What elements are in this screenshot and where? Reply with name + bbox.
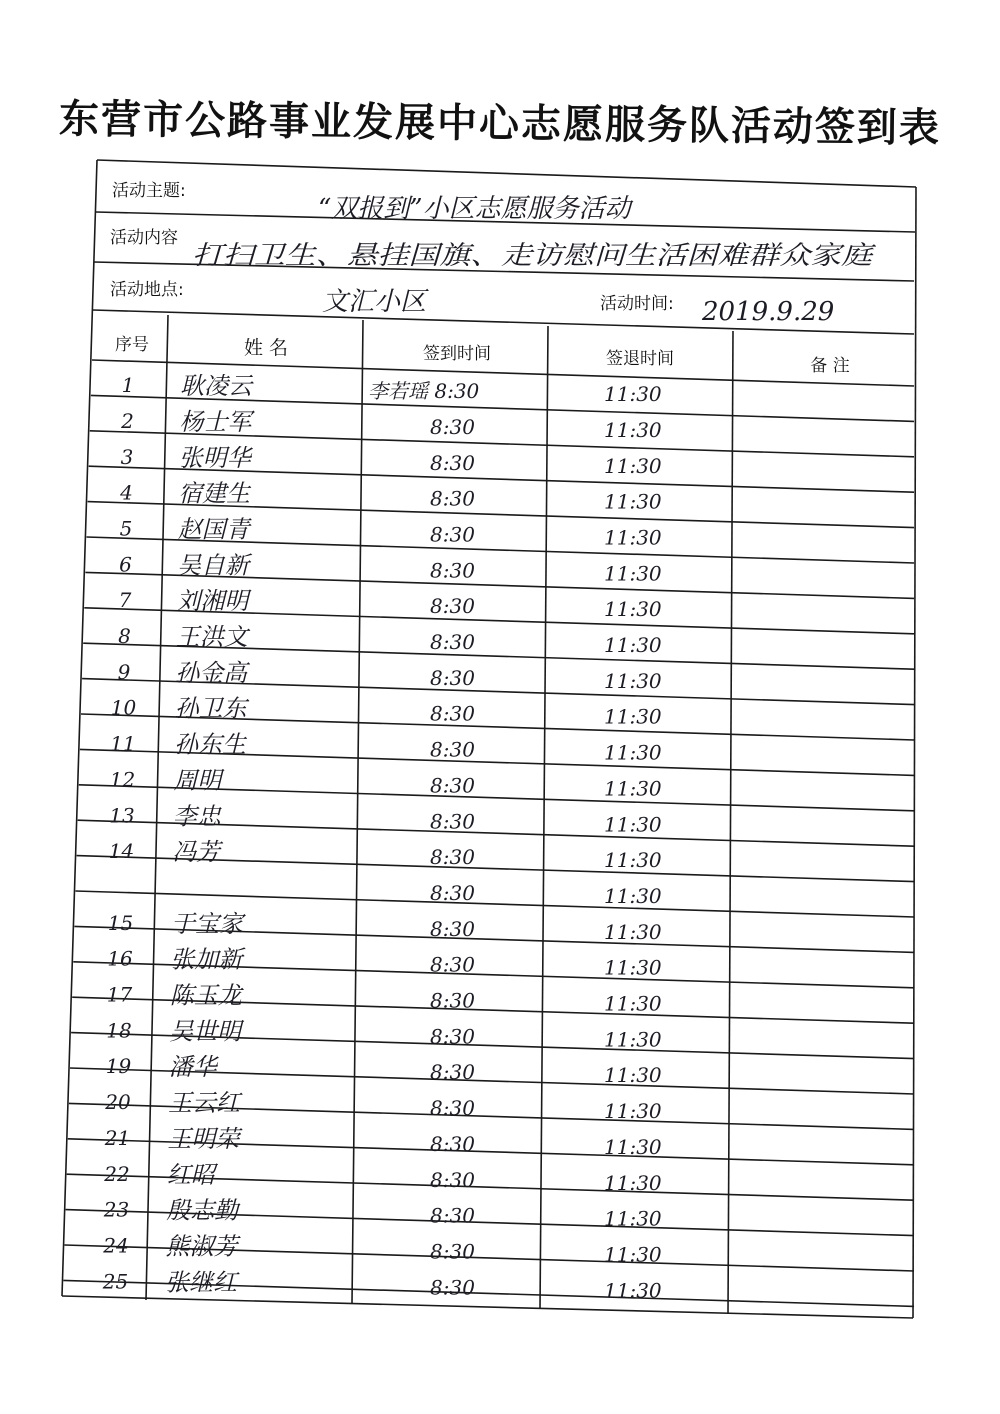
row-sign-out-time: 11:30 xyxy=(604,1063,662,1088)
row-name: 周明 xyxy=(173,766,222,795)
row-sign-in-time: 8:30 xyxy=(430,558,475,583)
row-name: 宿建生 xyxy=(178,479,251,508)
row-number: 3 xyxy=(120,444,134,469)
row-number: 22 xyxy=(104,1161,130,1186)
row-sign-out-time: 11:30 xyxy=(604,1027,662,1052)
row-sign-in-time: 8:30 xyxy=(430,701,475,726)
row-number: 14 xyxy=(108,839,135,864)
row-sign-out-time: 11:30 xyxy=(604,1170,662,1195)
row-sign-out-time: 11:30 xyxy=(604,489,662,514)
row-number: 15 xyxy=(107,910,134,935)
row-number: 16 xyxy=(107,946,133,971)
row-sign-in-time: 8:30 xyxy=(430,665,475,690)
row-name: 李忠 xyxy=(172,802,221,831)
table-row xyxy=(121,444,662,478)
row-sign-in-time: 8:30 xyxy=(430,809,475,834)
row-sign-out-time: 11:30 xyxy=(604,776,662,801)
row-name: 冯芳 xyxy=(172,838,221,867)
theme-value: “双报到”小区志愿服务活动 xyxy=(318,194,631,224)
row-number: 12 xyxy=(109,767,136,792)
table-row xyxy=(102,1268,662,1302)
row-sign-in-time: 8:30 xyxy=(430,1060,475,1085)
table-row xyxy=(122,372,662,406)
row-sign-in-time: 8:30 xyxy=(430,1275,475,1300)
table-row xyxy=(109,802,662,836)
row-sign-out-time: 11:30 xyxy=(604,848,662,873)
row-number: 5 xyxy=(119,516,133,541)
row-name: 吴世明 xyxy=(169,1017,242,1046)
column-header-name: 姓 名 xyxy=(243,337,289,359)
row-sign-in-time: 8:30 xyxy=(430,594,475,619)
row-sign-out-time: 11:30 xyxy=(604,561,662,586)
row-name: 孙金高 xyxy=(175,658,248,687)
row-number: 11 xyxy=(110,731,136,756)
row-sign-out-time: 11:30 xyxy=(604,668,662,693)
row-sign-out-time: 11:30 xyxy=(604,1206,662,1231)
table-row xyxy=(107,946,662,980)
row-number: 25 xyxy=(102,1269,129,1294)
row-sign-out-time: 11:30 xyxy=(604,382,662,407)
page-title: 东营市公路事业发展中心志愿服务队活动签到表 xyxy=(58,96,942,152)
row-sign-in-time: 8:30 xyxy=(430,737,475,762)
row-sign-out-time: 11:30 xyxy=(604,1099,662,1124)
row-name: 孙东生 xyxy=(174,730,246,759)
row-name: 王云红 xyxy=(168,1089,240,1118)
row-name: 张加新 xyxy=(170,945,243,974)
row-sign-in-time: 8:30 xyxy=(430,630,475,655)
row-number: 2 xyxy=(121,408,134,433)
row-name: 王洪文 xyxy=(175,623,248,652)
table-row xyxy=(106,1053,662,1087)
row-sign-in-time: 8:30 xyxy=(430,1239,475,1264)
row-name: 赵国青 xyxy=(177,515,250,544)
row-sign-in-time: 8:30 xyxy=(430,1131,475,1156)
row-name: 张明华 xyxy=(178,443,251,472)
row-name: 杨士军 xyxy=(179,407,252,436)
time-value: 2019.9.29 xyxy=(702,297,835,327)
row-number: 9 xyxy=(117,659,131,684)
row-name: 王明荣 xyxy=(167,1124,240,1153)
table-row xyxy=(119,480,662,514)
row-sign-in-time: 8:30 xyxy=(430,522,475,547)
row-number: 23 xyxy=(103,1197,130,1222)
row-sign-out-time: 11:30 xyxy=(604,1134,662,1159)
row-number: 8 xyxy=(118,624,131,649)
row-sign-in-time: 8:30 xyxy=(430,988,475,1013)
table-border-right xyxy=(913,187,916,1318)
row-number: 7 xyxy=(118,588,132,613)
row-sign-in-time: 8:30 xyxy=(430,1024,475,1049)
row-name: 刘湘明 xyxy=(176,587,249,616)
column-divider xyxy=(540,326,548,1309)
row-sign-out-time: 11:30 xyxy=(604,597,662,622)
row-name: 殷志勤 xyxy=(166,1196,239,1225)
column-header-sign-in: 签到时间 xyxy=(423,344,491,364)
row-sign-in-time: 8:30 xyxy=(430,773,475,798)
row-number: 21 xyxy=(104,1125,131,1150)
table-row xyxy=(119,551,662,585)
row-name: 孙卫东 xyxy=(174,694,247,723)
table-row xyxy=(108,910,662,944)
table-row xyxy=(120,515,662,549)
row-sign-out-time: 11:30 xyxy=(604,740,662,765)
row-sign-out-time: 11:30 xyxy=(604,417,662,442)
row-sign-in-time: 8:30 xyxy=(430,1096,475,1121)
row-number: 4 xyxy=(120,480,133,505)
column-header-sign-out: 签退时间 xyxy=(606,349,674,369)
row-number: 24 xyxy=(103,1233,129,1258)
row-name: 红昭 xyxy=(166,1160,215,1189)
row-sign-out-time: 11:30 xyxy=(604,704,662,729)
table-row xyxy=(104,1089,662,1123)
row-number: 20 xyxy=(105,1090,131,1115)
location-value: 文汇小区 xyxy=(322,287,427,317)
row-sign-out-time: 11:30 xyxy=(604,991,662,1016)
theme-label: 活动主题: xyxy=(112,181,186,201)
column-header-no: 序号 xyxy=(115,335,149,355)
row-name: 于宝家 xyxy=(171,909,243,938)
row-name: 陈玉龙 xyxy=(169,981,242,1010)
content-value: 打扫卫生、悬挂国旗、走访慰问生活困难群众家庭 xyxy=(192,241,877,271)
row-sign-in-time: 8:30 xyxy=(430,486,475,511)
row-number: 19 xyxy=(105,1054,132,1079)
row-number: 18 xyxy=(106,1018,132,1043)
row-sign-out-time: 11:30 xyxy=(604,453,662,478)
row-number: 17 xyxy=(106,982,133,1007)
table-row xyxy=(430,881,662,908)
row-name: 耿凌云 xyxy=(180,372,252,401)
row-sign-out-time: 11:30 xyxy=(604,1242,662,1267)
row-sign-in-time: 8:30 xyxy=(430,414,475,439)
row-sign-in-time: 8:30 xyxy=(430,952,475,977)
row-sign-out-time: 11:30 xyxy=(604,955,662,980)
table-row xyxy=(107,982,662,1016)
row-name: 张继红 xyxy=(165,1268,237,1297)
time-label: 活动时间: xyxy=(600,294,674,314)
row-sign-in-time: 8:30 xyxy=(430,880,475,905)
table-row xyxy=(106,1017,662,1051)
row-sign-out-time: 11:30 xyxy=(604,1278,662,1303)
table-row xyxy=(120,408,662,442)
row-number: 13 xyxy=(109,803,135,828)
row-sign-out-time: 11:30 xyxy=(604,525,662,550)
row-sign-in-time: 8:30 xyxy=(430,1167,475,1192)
table-border-top xyxy=(97,160,916,187)
row-sign-out-time: 11:30 xyxy=(604,883,662,908)
row-sign-in-time: 8:30 xyxy=(430,916,475,941)
location-label: 活动地点: xyxy=(110,280,184,300)
row-number: 10 xyxy=(110,695,137,720)
row-sign-in-time: 李若瑶 8:30 xyxy=(368,379,480,404)
row-name: 潘华 xyxy=(168,1053,217,1082)
column-divider xyxy=(728,331,733,1313)
row-sign-out-time: 11:30 xyxy=(604,812,662,837)
table-row xyxy=(118,623,662,657)
content-label: 活动内容 xyxy=(110,228,178,248)
row-sign-out-time: 11:30 xyxy=(604,633,662,658)
row-name: 吴自新 xyxy=(177,551,249,580)
row-sign-in-time: 8:30 xyxy=(430,845,475,870)
column-divider xyxy=(146,315,168,1300)
row-number: 6 xyxy=(119,552,132,577)
row-sign-in-time: 8:30 xyxy=(430,1203,475,1228)
row-number: 1 xyxy=(121,373,135,398)
column-header-note: 备 注 xyxy=(810,356,850,376)
table-border-left xyxy=(62,160,97,1296)
table-border-bottom xyxy=(62,1296,913,1318)
row-sign-in-time: 8:30 xyxy=(430,450,475,475)
row-sign-out-time: 11:30 xyxy=(604,919,662,944)
row-name: 熊淑芳 xyxy=(165,1232,238,1261)
table-row xyxy=(110,766,662,800)
table-row xyxy=(119,587,662,621)
table-row xyxy=(109,838,662,872)
column-divider xyxy=(352,320,363,1303)
